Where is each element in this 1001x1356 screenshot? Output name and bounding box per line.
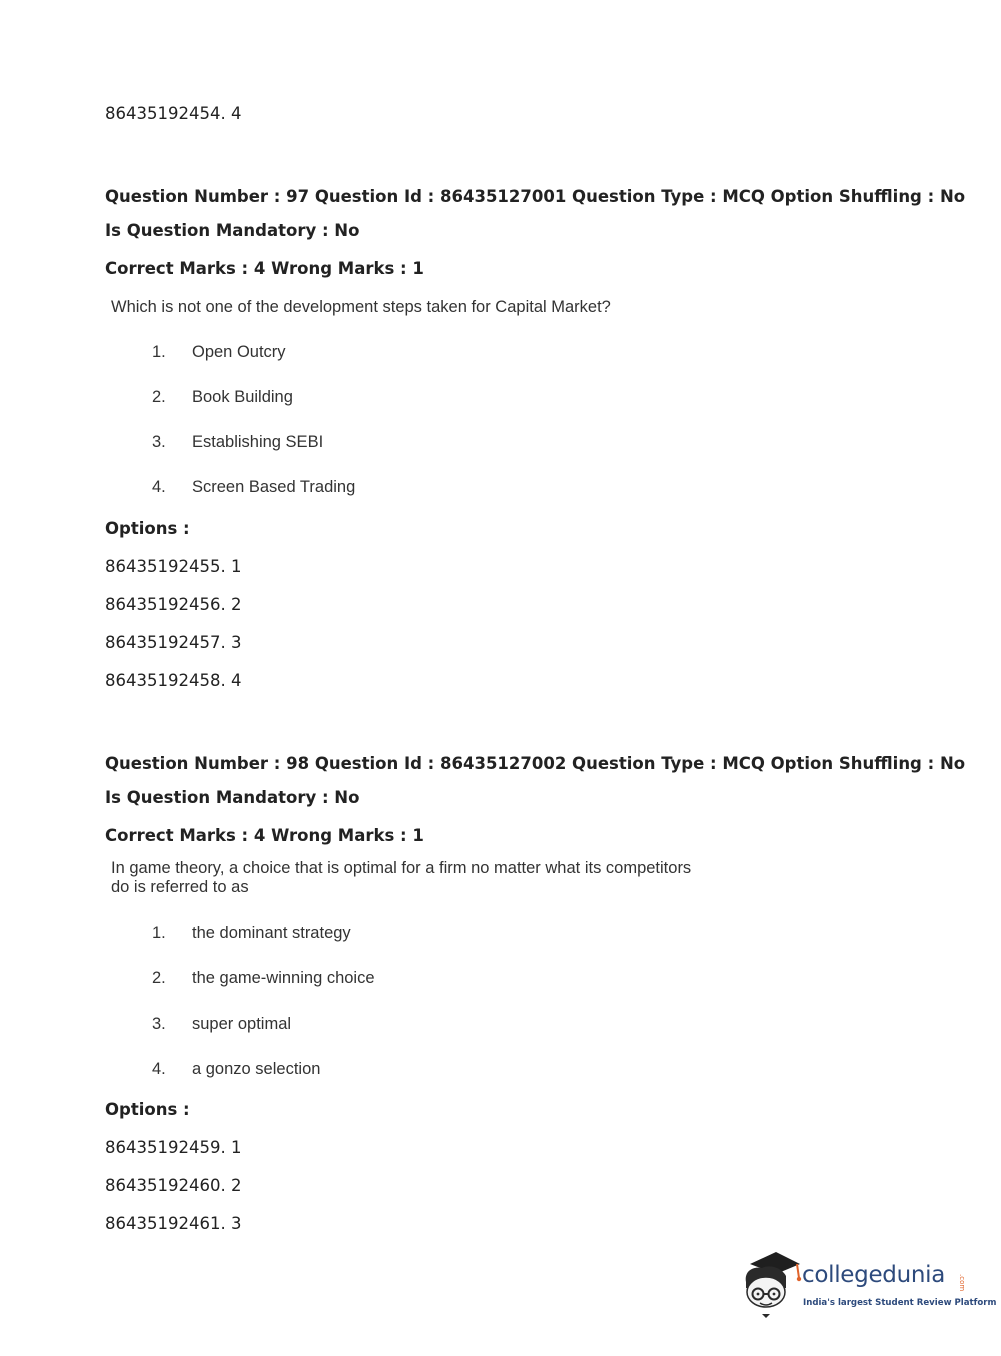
- choice-number: 1.: [152, 924, 166, 942]
- question-text-line: do is referred to as: [111, 878, 249, 896]
- choice-number: 2.: [152, 969, 166, 987]
- option-line: 86435192455. 1: [105, 557, 242, 576]
- choice-number: 3.: [152, 433, 166, 451]
- choice-text: Screen Based Trading: [192, 478, 356, 496]
- option-line: 86435192461. 3: [105, 1214, 242, 1233]
- choice-number: 3.: [152, 1015, 166, 1033]
- option-line: 86435192457. 3: [105, 633, 242, 652]
- question-header: Question Number : 98 Question Id : 86435127002 Question Type : MCQ Option Shuffling : No: [105, 754, 966, 773]
- logo-wordmark: collegedunia: [802, 1262, 946, 1288]
- question-text: [111, 298, 611, 317]
- choice-number: 4.: [152, 478, 166, 496]
- question-mandatory: Is Question Mandatory : No: [105, 788, 360, 807]
- choice-number: 4.: [152, 1060, 166, 1078]
- options-label: Options :: [105, 519, 190, 538]
- choice-text: Open Outcry: [192, 343, 286, 361]
- question-marks: Correct Marks : 4 Wrong Marks : 1: [105, 826, 424, 845]
- option-line: 86435192456. 2: [105, 595, 242, 614]
- choice-text: a gonzo selection: [192, 1060, 321, 1078]
- mascot-icon: [742, 1248, 804, 1320]
- choice-text: the game-winning choice: [192, 969, 375, 987]
- question-text-line: In game theory, a choice that is optimal for a firm no matter what its competitors: [111, 859, 692, 877]
- option-line: 86435192459. 1: [105, 1138, 242, 1157]
- choice-number: 2.: [152, 388, 166, 406]
- logo-suffix: .com: [958, 1274, 966, 1292]
- choice-text: the dominant strategy: [192, 924, 351, 942]
- question-marks: Correct Marks : 4 Wrong Marks : 1: [105, 259, 424, 278]
- question-mandatory: Is Question Mandatory : No: [105, 221, 360, 240]
- options-label: Options :: [105, 1100, 190, 1119]
- question-text-line: Which is not one of the development steps taken for Capital Market?: [111, 298, 611, 316]
- collegedunia-logo: [742, 1248, 997, 1320]
- option-line: 86435192460. 2: [105, 1176, 242, 1195]
- question-text: [111, 859, 691, 897]
- option-line: 86435192454. 4: [105, 104, 242, 123]
- choice-text: Establishing SEBI: [192, 433, 324, 451]
- question-header: Question Number : 97 Question Id : 86435127001 Question Type : MCQ Option Shuffling : No: [105, 187, 966, 206]
- logo-tagline: India's largest Student Review Platform: [803, 1298, 997, 1308]
- choice-text: super optimal: [192, 1015, 292, 1033]
- choice-number: 1.: [152, 343, 166, 361]
- choice-text: Book Building: [192, 388, 293, 406]
- option-line: 86435192458. 4: [105, 671, 242, 690]
